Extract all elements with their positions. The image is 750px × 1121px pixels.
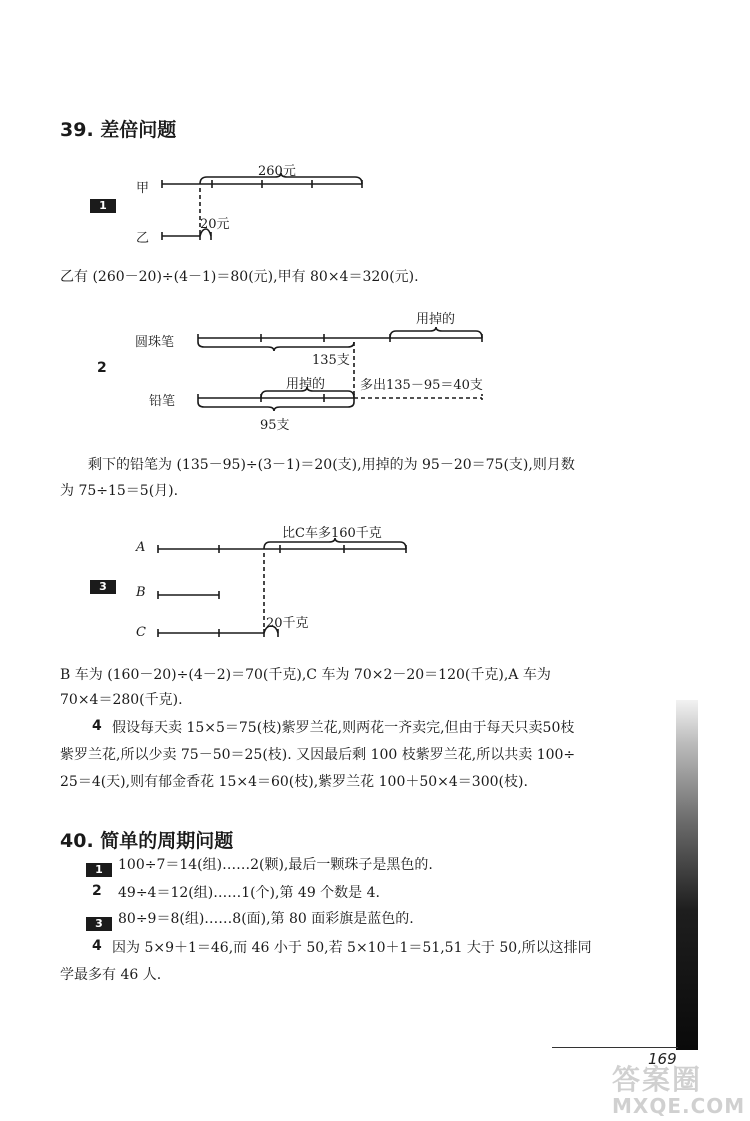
question-4-line-2: 学最多有 46 人.	[60, 967, 162, 983]
label-used-top: 用掉的	[416, 312, 456, 327]
label-95: 95支	[260, 418, 290, 433]
section-40-title: 40. 简单的周期问题	[60, 830, 234, 852]
diagram-1-line-segments	[150, 170, 380, 250]
page-number: 169	[648, 1050, 677, 1068]
diagram-2-line-segments	[190, 320, 490, 420]
problem-2-answer-line-2: 为 75÷15＝5(月).	[60, 483, 179, 499]
section-39-title: 39. 差倍问题	[60, 119, 177, 141]
problem-4-number: 4	[92, 718, 102, 734]
page-edge-shadow	[676, 700, 698, 1050]
problem-3-answer-line-1: B 车为 (160－20)÷(4－2)＝70(千克),C 车为 70×2－20＝120(千克),A 车为	[60, 667, 551, 683]
label-more-than-c: 比C车多160千克	[282, 526, 382, 541]
diagram-3-line-segments	[150, 535, 420, 645]
problem-2-answer-line-1: 剩下的铅笔为 (135－95)÷(3－1)＝20(支),用掉的为 95－20＝75(支),则月数	[88, 457, 575, 473]
label-20-yuan: 20元	[200, 217, 230, 232]
footer-rule	[552, 1047, 678, 1048]
watermark-logo	[612, 1058, 745, 1118]
question-2-number: 2	[92, 883, 102, 899]
label-260-yuan: 260元	[258, 164, 296, 179]
problem-2-number: 2	[97, 360, 107, 376]
label-yi: 乙	[136, 231, 150, 246]
question-1-badge	[86, 858, 112, 877]
question-number: 3	[86, 917, 112, 931]
label-b: B	[136, 585, 146, 600]
label-20-kg: 20千克	[266, 616, 309, 631]
problem-1-answer: 乙有 (260－20)÷(4－1)＝80(元),甲有 80×4＝320(元).	[60, 269, 419, 285]
label-ballpoint-pen: 圆珠笔	[135, 335, 175, 350]
label-used-mid: 用掉的	[286, 377, 326, 392]
problem-4-line-3: 25＝4(天),则有郁金香花 15×4＝60(枝),紫罗兰花 100＋50×4＝300(枝).	[60, 774, 528, 790]
question-4-number: 4	[92, 938, 102, 954]
watermark-text: 答案圈	[612, 1063, 703, 1096]
question-number: 1	[86, 863, 112, 877]
label-a: A	[136, 540, 146, 555]
question-3-text: 80÷9＝8(组)……8(面),第 80 面彩旗是蓝色的.	[118, 911, 414, 927]
problem-3-number-badge	[90, 575, 116, 594]
problem-1-number-badge	[90, 194, 116, 213]
watermark-url: MXQE.COM	[612, 1094, 746, 1118]
question-4-line-1: 因为 5×9＋1＝46,而 46 小于 50,若 5×10＋1＝51,51 大于 50,所以这排同	[112, 940, 592, 956]
problem-number: 1	[90, 199, 116, 213]
question-2-text: 49÷4＝12(组)……1(个),第 49 个数是 4.	[118, 885, 380, 901]
problem-3-answer-line-2: 70×4＝280(千克).	[60, 692, 183, 708]
problem-4-line-2: 紫罗兰花,所以少卖 75－50＝25(枝). 又因最后剩 100 枝紫罗兰花,所以共卖 100÷	[60, 747, 576, 763]
label-c: C	[136, 625, 146, 640]
question-3-badge	[86, 912, 112, 931]
label-pencil: 铅笔	[149, 394, 176, 409]
question-1-text: 100÷7＝14(组)……2(颗),最后一颗珠子是黑色的.	[118, 857, 433, 873]
problem-4-line-1: 假设每天卖 15×5＝75(枝)紫罗兰花,则两花一齐卖完,但由于每天只卖50枝	[112, 720, 575, 736]
label-extra: 多出135－95＝40支	[360, 378, 483, 393]
label-135: 135支	[312, 353, 350, 368]
label-jia: 甲	[136, 181, 150, 196]
problem-number: 3	[90, 580, 116, 594]
